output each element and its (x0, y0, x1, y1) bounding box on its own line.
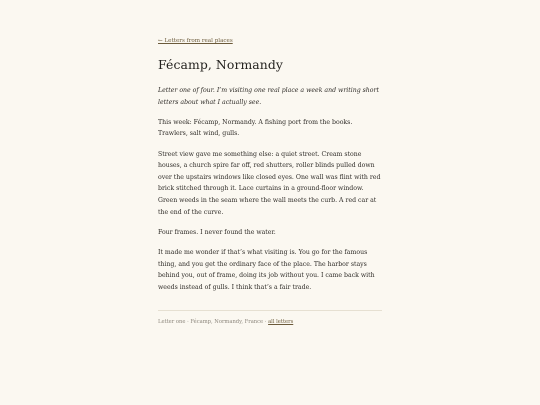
body-paragraph: Street view gave me something else: a quiet street. Cream stone houses, a church spire far off, red shutters, roller blinds pulled down over the upstairs windows like closed eyes. One wall was flint with red brick stitched through it. Lace curtains in a ground-floor window. Green weeds in the seam where the wall meets the curb. A red car at the end of the curve. (158, 150, 381, 216)
body-paragraph: This week: Fécamp, Normandy. A fishing port from the books. Trawlers, salt wind, gulls. (158, 118, 353, 138)
letter-body (158, 85, 382, 293)
letter-footer (158, 318, 382, 326)
page-title: Fécamp, Normandy (158, 57, 284, 72)
body-paragraph: Four frames. I never found the water. (158, 228, 276, 236)
all-letters-link[interactable]: all letters (268, 319, 294, 326)
back-to-letters-link[interactable]: ← Letters from real places (158, 38, 233, 44)
body-paragraph: It made me wonder if that’s what visiting is. You go for the famous thing, and you get the ordinary face of the place. The harbor stays behind you, out of frame, doing its job without you. I came back with weeds instead of gulls. I think that’s a fair trade. (158, 248, 375, 291)
intro-paragraph: Letter one of four. I’m visiting one real place a week and writing short letters about what I actually see. (158, 87, 379, 106)
footer-meta: Letter one · Fécamp, Normandy, France · (158, 319, 269, 326)
letter-page (158, 37, 382, 326)
footer-divider (158, 310, 382, 311)
